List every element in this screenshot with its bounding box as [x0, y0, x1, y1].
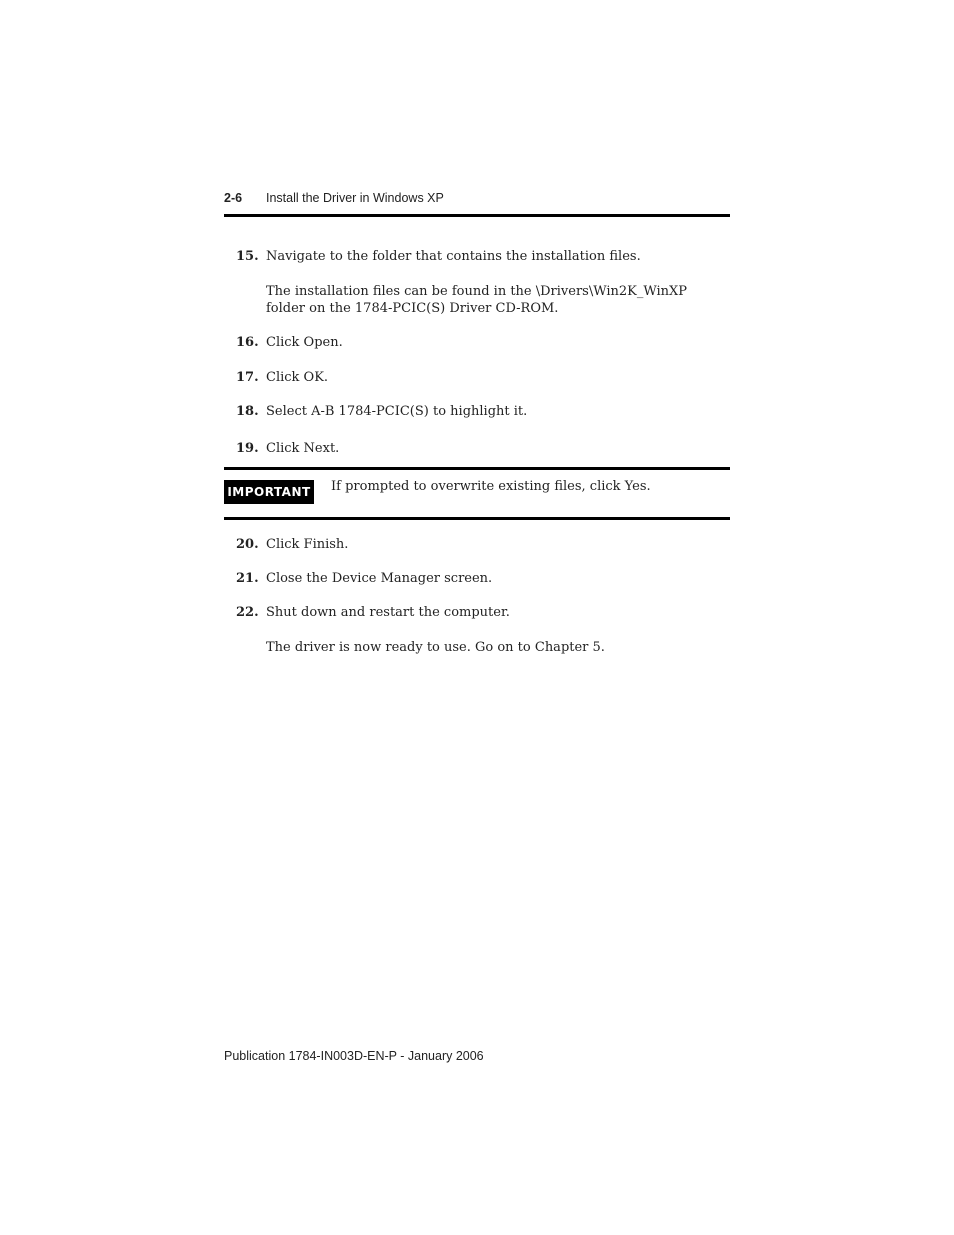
important-text: If prompted to overwrite existing files, click Yes.	[331, 479, 651, 494]
page-header	[224, 191, 730, 211]
step-number: 19.	[236, 441, 259, 456]
step-text: Click Open.	[266, 335, 343, 350]
important-bottom-rule	[224, 517, 730, 520]
step-number: 22.	[236, 605, 259, 620]
step-number: 16.	[236, 335, 259, 350]
step-text: Close the Device Manager screen.	[266, 571, 493, 586]
step-number: 20.	[236, 537, 259, 552]
step-text: Click Finish.	[266, 537, 349, 552]
step-text: Click Next.	[266, 441, 340, 456]
step-number: 21.	[236, 571, 259, 586]
step-22-note: The driver is now ready to use. Go on to Chapter 5.	[266, 640, 605, 655]
step-text: Navigate to the folder that contains the installation files.	[266, 249, 641, 264]
step-text: Shut down and restart the computer.	[266, 605, 510, 620]
header-rule	[224, 214, 730, 217]
step-text: Select A-B 1784-PCIC(S) to highlight it.	[266, 404, 528, 419]
important-label: IMPORTANT	[224, 480, 314, 504]
step-number: 15.	[236, 249, 259, 264]
step-number: 18.	[236, 404, 259, 419]
step-text: Click OK.	[266, 370, 329, 385]
step-15-note: The installation files can be found in the \Drivers\Win2K_WinXP folder on the 1784-PCIC(S) Driver CD-ROM.	[266, 284, 688, 316]
page-title: Install the Driver in Windows XP	[266, 191, 444, 205]
step-number: 17.	[236, 370, 259, 385]
publication-footer: Publication 1784-IN003D-EN-P - January 2006	[224, 1049, 484, 1063]
page-number: 2-6	[224, 191, 243, 205]
important-top-rule	[224, 467, 730, 470]
